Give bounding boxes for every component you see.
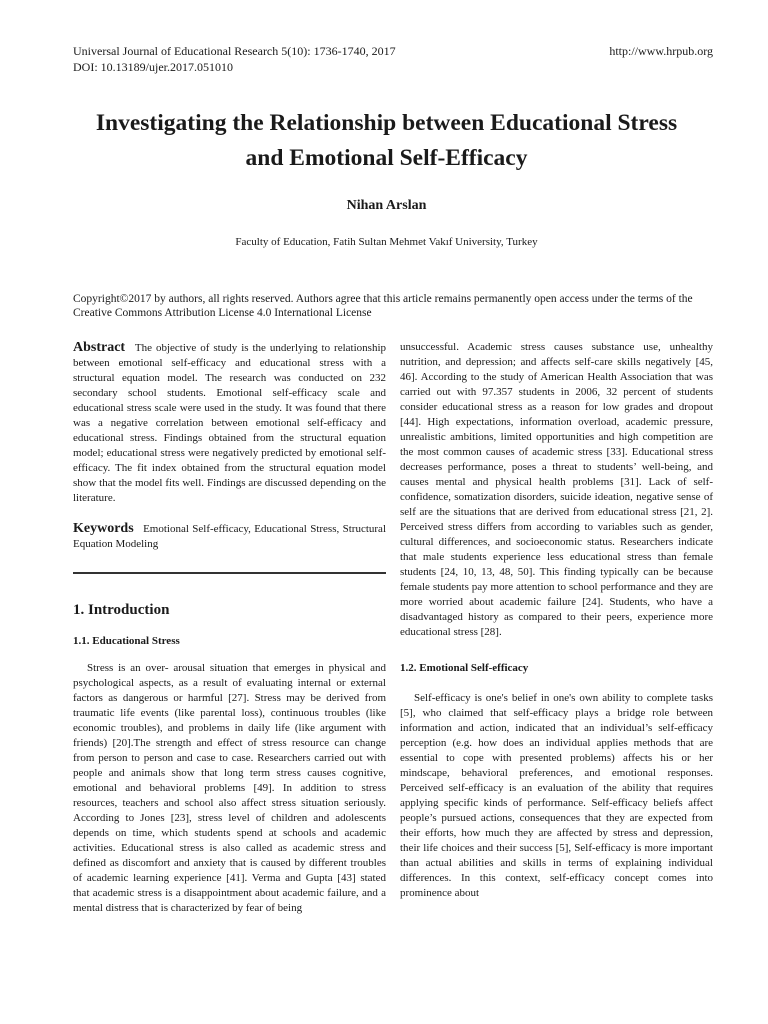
section-divider bbox=[73, 572, 386, 574]
author-name: Nihan Arslan bbox=[346, 198, 427, 213]
keywords-text: Emotional Self-efficacy, Educational Stress, Structural Equation Modeling bbox=[73, 523, 386, 550]
title-line-2: and Emotional Self-Efficacy bbox=[245, 145, 528, 171]
keywords-label: Keywords bbox=[73, 521, 134, 536]
body-paragraph-self-efficacy: Self-efficacy is one's belief in one's own ability to complete tasks [5], who claimed that self-efficacy plays a bridge role between information and action, indicated that an individual’s self-efficacy perception (e.g. how does an individual applies methods that are essential to cope with presented problems) affects his or her mindscape, behavioral preferences, and emotional responses. Perceived self-efficacy is an evaluation of the ability that requires applying specific kinds of performance. Self-efficacy beliefs affect people’s pursued actions, consequences that they are expected from their efforts, how much they are affected by stress and depression, their life choices and their success [5], Self-efficacy is more important than actual abilities and skills in terms of explaining individual differences. In this context, self-efficacy concept comes into prominence about bbox=[400, 692, 713, 899]
abstract bbox=[73, 340, 386, 506]
copyright-notice: Copyright©2017 by authors, all rights reserved. Authors agree that this article remains permanently open access under the terms of the Creative Commons Attribution License 4.0 International License bbox=[73, 293, 693, 319]
author-affiliation: Faculty of Education, Fatih Sultan Mehmet Vakıf University, Turkey bbox=[235, 236, 538, 248]
doi-text: DOI: 10.13189/ujer.2017.051010 bbox=[73, 60, 233, 74]
journal-citation: Universal Journal of Educational Research 5(10): 1736-1740, 2017 bbox=[73, 44, 396, 58]
title-line-1: Investigating the Relationship between Educational Stress bbox=[95, 110, 678, 136]
paper-title bbox=[60, 106, 713, 176]
subsection-heading-emotional-self-efficacy: 1.2. Emotional Self-efficacy bbox=[400, 662, 529, 674]
journal-url[interactable]: http://www.hrpub.org bbox=[609, 44, 713, 58]
abstract-label: Abstract bbox=[73, 340, 126, 355]
subsection-heading-educational-stress: 1.1. Educational Stress bbox=[73, 635, 180, 647]
left-column bbox=[73, 340, 386, 916]
abstract-text: The objective of study is the underlying to relationship between emotional self-efficacy and educational stress with a structural equation model. The research was conducted on 232 secondary school students. Emotional self-efficacy scale and educational stress scale were used in the study. It was found that there was a negative correlation between emotional self-efficacy and educational stress. Findings obtained from the structural equation model; educational stress were negatively predicted by emotional self-efficacy. The fit index obtained from the structural equation model show that the model fits well. Findings are discussed depending on the literature. bbox=[73, 342, 386, 504]
body-paragraph: Stress is an over- arousal situation that emerges in physical and psychological aspects, as a result of evaluating internal or external factors as dangerous or harmful [27]. Stress may be derived from traumatic life events (like parental loss), continuous troubles (like economic troubles), and problems in daily life (like argument with friends) [20].The strength and effect of stress resource can change from person to person and case to case. Researchers carried out with people and animals show that long term stress causes cognitive, emotional and behavioral problems [49]. In addition to stress resources, teachers and school also affect stress situation seriously. According to Jones [23], stress level of children and adolescents depends on time, which students spend at schools and academic activities. Educational stress is also called as academic stress and defined as discomfort and anxiety that is caused by different troubles of academic learning experience [41]. Verma and Gupta [43] stated that academic stress is a disappointment about academic failure, and a mental distress that is characterized by fear of being bbox=[73, 662, 386, 914]
right-column bbox=[400, 340, 713, 901]
journal-header bbox=[73, 43, 396, 75]
body-paragraph-continued: unsuccessful. Academic stress causes substance use, unhealthy nutrition, and depression; and affects self-care skills negatively [45, 46]. According to the study of American Health Association that was carried out with 97.357 students in 2006, 32 percent of students consider educational stress as a reason for low grades and dropout [44]. High expectations, information overload, academic pressure, unrealistic ambitions, limited opportunities and high competition are the most common causes of academic stress [33]. Educational stress decreases performance, poses a threat to students’ well-being, and causes mental and physical health problems [31]. Lack of self-confidence, somatization disorders, suicide ideation, negative sense of self are the situations that are derived from educational stress [21, 2]. Perceived stress differs from according to variables such as gender, cultural differences, and socioeconomic status. Researchers indicate that male students experience less educational stress than female students [24, 10, 13, 48, 50]. This finding typically can be because female students pay more attention to school performance and they are more worried about academic failure [24]. Students, who have a disadvantaged history as compared to their peers, experience more educational stress [28]. bbox=[400, 341, 713, 638]
section-heading-introduction: 1. Introduction bbox=[73, 602, 170, 618]
keywords bbox=[73, 521, 386, 552]
